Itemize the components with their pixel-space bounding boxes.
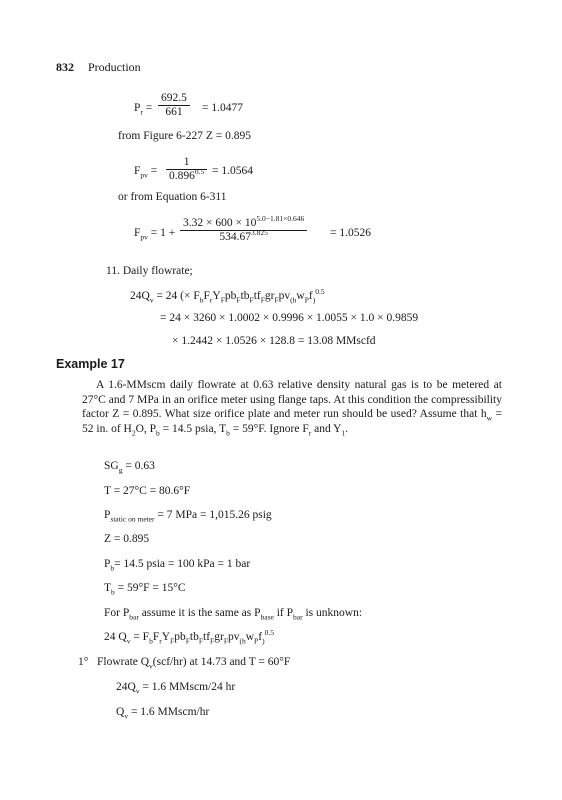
- step-1-heading: 1° Flowrate $Q_v(scf/hr)$ at 14.73 and T = 60°F: [78, 656, 291, 671]
- section-title: Production: [88, 60, 141, 74]
- pr-fraction: $\frac{692.5}{661}$: [158, 92, 190, 119]
- given-base-temperature: $T_b = 59^\circ F = 15^\circ C$: [104, 582, 186, 597]
- fpv2-lhs: $F_{pv} = 1$ +: [134, 227, 176, 242]
- fpv1-lhs: $F_{pv}$ =: [134, 165, 158, 180]
- daily-flow-line-2: = 24 × 3260 × 1.0002 × 0.9996 × 1.0055 × 1.0 × 0.9859: [160, 312, 419, 324]
- given-z: Z = 0.895: [104, 533, 150, 545]
- pr-result: = 1.0477: [202, 102, 243, 114]
- fpv2-result: = 1.0526: [330, 227, 371, 239]
- pbar-note: For $P_{bar}$ assume it is the same as $P_{base}$ if $P_{bar}$ is unknown:: [104, 607, 363, 622]
- given-base-pressure: $P_b= 14.5$ psia = 100 kPa = 1 bar: [104, 558, 251, 573]
- given-temperature: T = 27°C = 80.6°F: [104, 485, 191, 497]
- equation-reference: or from Equation 6-311: [118, 191, 227, 203]
- example-heading: Example 17: [56, 357, 125, 371]
- pr-lhs: $P_r$ =: [134, 102, 153, 117]
- daily-flow-line-3: × 1.2442 × 1.0526 × 128.8 = 13.08 MMscfd: [172, 335, 376, 347]
- conversion-line-2: $Q_v = 1.6$ MMscm/hr: [116, 706, 210, 721]
- flow-equation: 24 $Q_v = F_bF_rY_Fpb_Ftb_Ftf_Fgr_Fpv_{(h}w_Pf_)^{0.5}$: [104, 628, 274, 646]
- fpv1-fraction: $\frac{1}{0.896^{0.5}}$: [166, 156, 207, 183]
- step-11-heading: 11. Daily flowrate;: [106, 265, 193, 277]
- given-static-pressure: $P_{static on meter} = 7$ MPa = 1,015.26 psig: [104, 509, 272, 524]
- example-paragraph: A 1.6-MMscm daily flowrate at 0.63 relative density natural gas is to be metered at 27°C and 7 MPa in an orifice meter using flange taps. At this condition the compressibility factor Z = 0.895. What size orifice plate and meter run should be used? Assume that $h_w = 52$ in. of $H_2O$, $P_b = 14.5$ psia, $T_b = 59^\circ F$. Ignore $F_r$ and $Y_1$.: [82, 379, 502, 437]
- given-sg: $SG_g = 0.63$: [104, 460, 155, 475]
- conversion-line-1: $24Q_v = 1.6$ MMscm/24 hr: [116, 681, 236, 696]
- fpv1-result: = 1.0564: [212, 165, 253, 177]
- page-number: 832: [56, 60, 74, 74]
- figure-reference: from Figure 6-227 Z = 0.895: [118, 130, 251, 142]
- daily-flow-line-1: $24Q_v = 24$ (× $F_bF_rY_Fpb_Ftb_Ftf_Fgr_Fpv_{(h}w_Pf_)^{0.5}$: [130, 287, 325, 305]
- fpv2-fraction: $\frac{3.32 \times 600 \times 10^{5.0-1.81\times 0.646}}{534.67^{3.825}}$: [180, 217, 307, 244]
- page-header: [56, 60, 141, 74]
